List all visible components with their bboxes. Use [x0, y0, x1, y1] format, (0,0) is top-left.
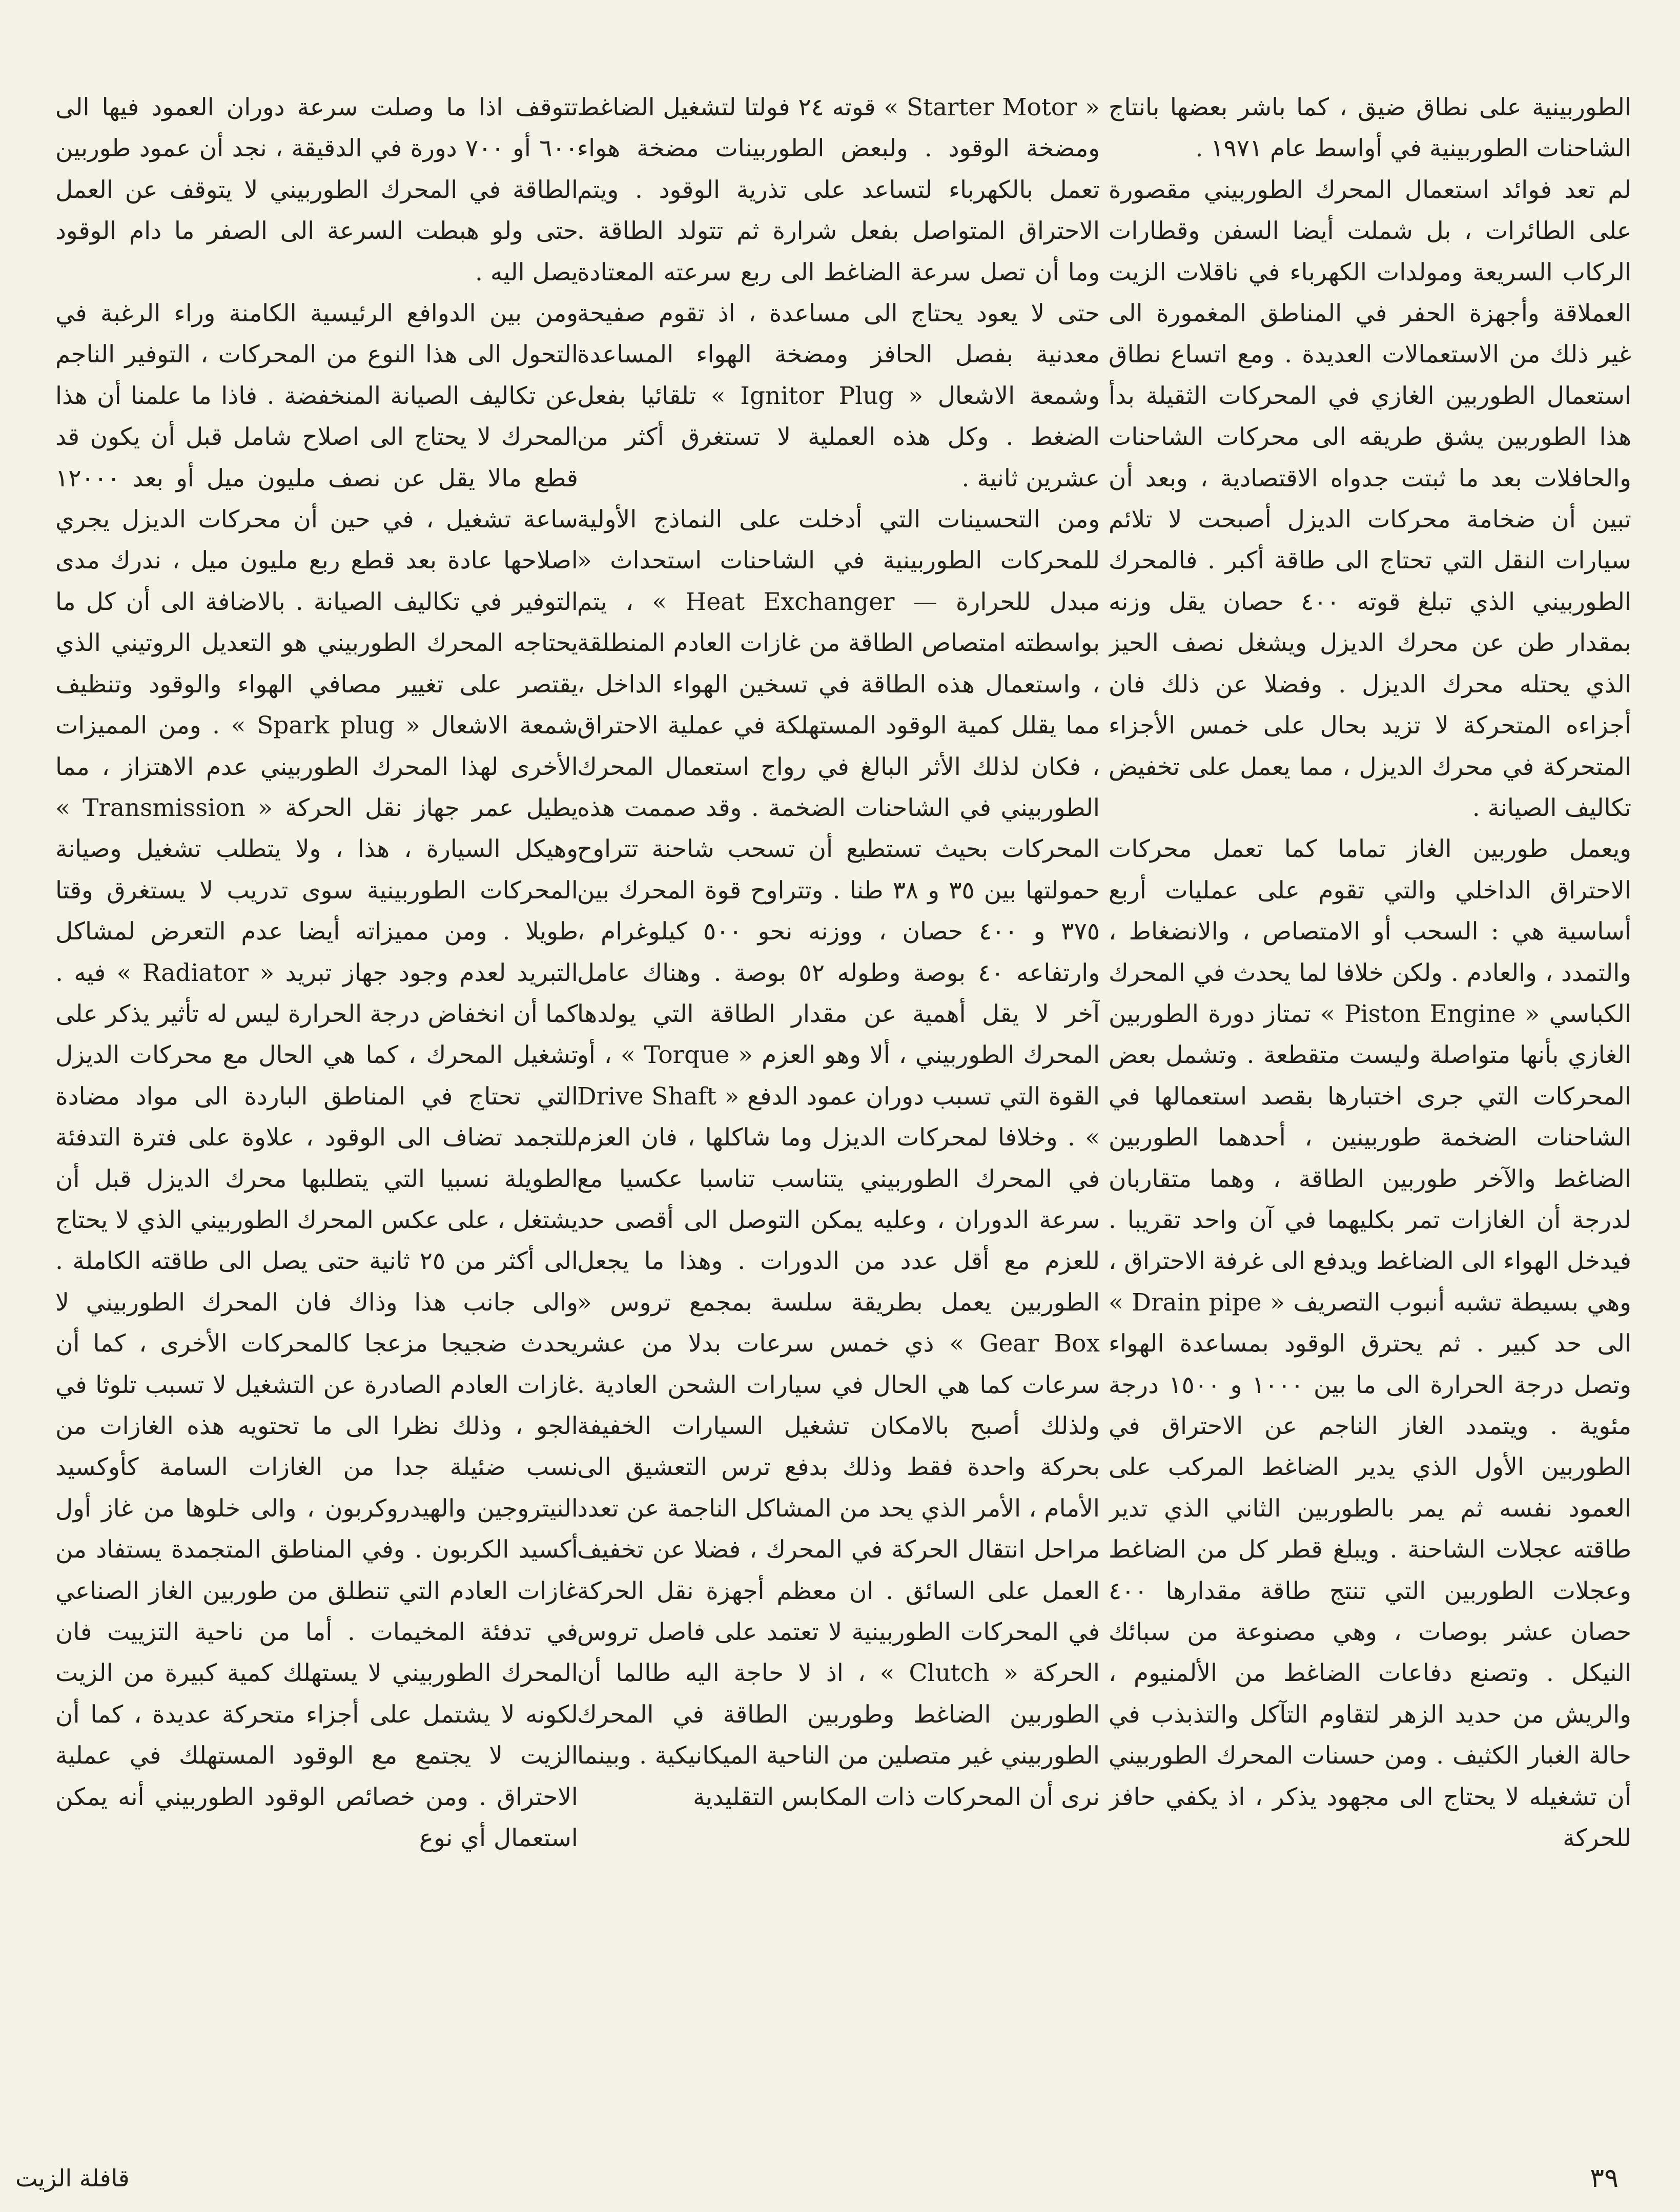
paragraph: ومن بين الدوافع الرئيسية الكامنة وراء الرغبة في التحول الى هذا النوع من المحركات ، التوفير الناجم عن تكاليف الصيانة المنخفضة . فاذا ما علمنا أن هذا المحرك لا يحتاج الى اصلاح شامل قبل أن يكون قد قطع مالا يقل عن نصف مليون ميل أو بعد ١٢٠٠٠ ساعة تشغيل ، في حين أن محركات الديزل يجري اصلاحها عادة بعد قطع ربع مليون ميل ، ندرك مدى التوفير في تكاليف الصيانة . بالاضافة الى أن كل ما يحتاجه المحرك الطوربيني هو التعديل الروتيني الذي يقتصر على تغيير مصافي الهواء والوقود وتنظيف شمعة الاشعال « Spark plug » . ومن المميزات الأخرى لهذا المحرك الطوربيني عدم الاهتزاز ، مما يطيل عمر جهاز نقل الحركة « Transmission » وهيكل السيارة ، هذا ، ولا يتطلب تشغيل وصيانة المحركات الطوربينية سوى تدريب لا يستغرق وقتا طويلا . ومن مميزاته أيضا عدم التعرض لمشاكل التبريد لعدم وجود جهاز تبريد « Radiator » فيه . كما أن انخفاض درجة الحرارة ليس له تأثير يذكر على تشغيل المحرك ، كما هي الحال مع محركات الديزل التي تحتاج في المناطق الباردة الى مواد مضادة للتجمد تضاف الى الوقود ، علاوة على فترة التدفئة الطويلة نسبيا التي يتطلبها محرك الديزل قبل أن يشتغل ، على عكس المحرك الطوربيني الذي لا يحتاج الى أكثر من ٢٥ ثانية حتى يصل الى طاقته الكاملة . والى جانب هذا وذاك فان المحرك الطوربيني لا يحدث ضجيجا مزعجا كالمحركات الأخرى ، كما أن غازات العادم الصادرة عن التشغيل لا تسبب تلوثا في الجو ، وذلك نظرا الى ما تحتويه هذه الغازات من نسب ضئيلة جدا من الغازات السامة كأوكسيد النيتروجين والهيدروكربون ، والى خلوها من غاز أول أكسيد الكربون . وفي المناطق المتجمدة يستفاد من غازات العادم التي تنطلق من طوربين الغاز الصناعي في تدفئة المخيمات . أما من ناحية التزييت فان المحرك الطوربيني لا يستهلك كمية كبيرة من الزيت لكونه لا يشتمل على أجزاء متحركة عديدة ، كما أن الزيت لا يجتمع مع الوقود المستهلك في عملية الاحتراق . ومن خصائص الوقود الطوربيني أنه يمكن استعمال أي نوع — [55, 299, 578, 1853]
running-title: قافلة الزيت — [15, 2164, 130, 2192]
page-number: ٣٩ — [1590, 2163, 1618, 2194]
column-middle — [577, 87, 1100, 2137]
paragraph: ويعمل طوربين الغاز تماما كما تعمل محركات الاحتراق الداخلي والتي تقوم على عمليات أربع أساسية هي : السحب أو الامتصاص ، والانضغاط ، والتمدد ، والعادم . ولكن خلافا لما يحدث في المحرك الكباسي « Piston Engine » تمتاز دورة الطوربين الغازي بأنها متواصلة وليست متقطعة . وتشمل بعض المحركات التي جرى اختبارها بقصد استعمالها في الشاحنات الضخمة طوربينين ، أحدهما الطوربين الضاغط والآخر طوربين الطاقة ، وهما متقاربان لدرجة أن الغازات تمر بكليهما في آن واحد تقريبا . فيدخل الهواء الى الضاغط ويدفع الى غرفة الاحتراق ، وهي بسيطة تشبه أنبوب التصريف « Drain pipe » الى حد كبير . ثم يحترق الوقود بمساعدة الهواء وتصل درجة الحرارة الى ما بين ١٠٠٠ و ١٥٠٠ درجة مئوية . ويتمدد الغاز الناجم عن الاحتراق في الطوربين الأول الذي يدير الضاغط المركب على العمود نفسه ثم يمر بالطوربين الثاني الذي تدير طاقته عجلات الشاحنة . ويبلغ قطر كل من الضاغط وعجلات الطوربين التي تنتج طاقة مقدارها ٤٠٠ حصان عشر بوصات ، وهي مصنوعة من سبائك النيكل . وتصنع دفاعات الضاغط من الألمنيوم ، والريش من حديد الزهر لتقاوم التآكل والتذبذب في حالة الغبار الكثيف . ومن حسنات المحرك الطوربيني أن تشغيله لا يحتاج الى مجهود يذكر ، اذ يكفي حافز للحركة — [1109, 835, 1631, 1853]
paragraph: « Starter Motor » قوته ٢٤ فولتا لتشغيل الضاغط ومضخة الوقود . ولبعض الطوربينات مضخة هواء تعمل بالكهرباء لتساعد على تذرية الوقود . ويتم الاحتراق المتواصل بفعل شرارة ثم تتولد الطاقة . وما أن تصل سرعة الضاغط الى ربع سرعته المعتادة حتى لا يعود يحتاج الى مساعدة ، اذ تقوم صفيحة معدنية بفصل الحافز ومضخة الهواء المساعدة وشمعة الاشعال « Ignitor Plug » تلقائيا بفعل الضغط . وكل هذه العملية لا تستغرق أكثر من عشرين ثانية . — [577, 93, 1100, 493]
paragraph: الطوربينية على نطاق ضيق ، كما باشر بعضها بانتاج الشاحنات الطوربينية في أواسط عام ١٩٧١ . — [1109, 93, 1631, 163]
column-right — [1109, 87, 1631, 2137]
column-left — [55, 87, 578, 2137]
paragraph: لم تعد فوائد استعمال المحرك الطوربيني مقصورة على الطائرات ، بل شملت أيضا السفن وقطارات الركاب السريعة ومولدات الكهرباء في ناقلات الزيت العملاقة وأجهزة الحفر في المناطق المغمورة الى غير ذلك من الاستعمالات العديدة . ومع اتساع نطاق استعمال الطوربين الغازي في المحركات الثقيلة بدأ هذا الطوربين يشق طريقه الى محركات الشاحنات والحافلات بعد ما ثبتت جدواه الاقتصادية ، وبعد أن تبين أن ضخامة محركات الديزل أصبحت لا تلائم سيارات النقل التي تحتاج الى طاقة أكبر . فالمحرك الطوربيني الذي تبلغ قوته ٤٠٠ حصان يقل وزنه بمقدار طن عن محرك الديزل ويشغل نصف الحيز الذي يحتله محرك الديزل . وفضلا عن ذلك فان أجزاءه المتحركة لا تزيد بحال على خمس الأجزاء المتحركة في محرك الديزل ، مما يعمل على تخفيض تكاليف الصيانة . — [1109, 175, 1631, 822]
paragraph: تتوقف اذا ما وصلت سرعة دوران العمود فيها الى ٦٠٠ أو ٧٠٠ دورة في الدقيقة ، نجد أن عمود طوربين الطاقة في المحرك الطوربيني لا يتوقف عن العمل حتى ولو هبطت السرعة الى الصفر ما دام الوقود يصل اليه . — [55, 93, 578, 286]
paragraph: ومن التحسينات التي أدخلت على النماذج الأولية للمحركات الطوربينية في الشاحنات استحداث « مبدل للحرارة — Heat Exchanger » ، يتم بواسطته امتصاص الطاقة من غازات العادم المنطلقة ، واستعمال هذه الطاقة في تسخين الهواء الداخل ، مما يقلل كمية الوقود المستهلكة في عملية الاحتراق ، فكان لذلك الأثر البالغ في رواج استعمال المحرك الطوربيني في الشاحنات الضخمة . وقد صممت هذه المحركات بحيث تستطيع أن تسحب شاحنة تتراوح حمولتها بين ٣٥ و ٣٨ طنا . وتتراوح قوة المحرك بين ٣٧٥ و ٤٠٠ حصان ، ووزنه نحو ٥٠٠ كيلوغرام ، وارتفاعه ٤٠ بوصة وطوله ٥٢ بوصة . وهناك عامل آخر لا يقل أهمية عن مقدار الطاقة التي يولدها المحرك الطوربيني ، ألا وهو العزم « Torque » ، أو القوة التي تسبب دوران عمود الدفع « Drive Shaft » . وخلافا لمحركات الديزل وما شاكلها ، فان العزم في المحرك الطوربيني يتناسب تناسبا عكسيا مع سرعة الدوران ، وعليه يمكن التوصل الى أقصى حد للعزم مع أقل عدد من الدورات . وهذا ما يجعل الطوربين يعمل بطريقة سلسة بمجمع تروس « Gear Box » ذي خمس سرعات بدلا من عشر سرعات كما هي الحال في سيارات الشحن العادية . ولذلك أصبح بالامكان تشغيل السيارات الخفيفة بحركة واحدة فقط وذلك بدفع ترس التعشيق الى الأمام ، الأمر الذي يحد من المشاكل الناجمة عن تعدد مراحل انتقال الحركة في المحرك ، فضلا عن تخفيف العمل على السائق . ان معظم أجهزة نقل الحركة في المحركات الطوربينية لا تعتمد على فاصل تروس الحركة « Clutch » ، اذ لا حاجة اليه طالما أن الطوربين الضاغط وطوربين الطاقة في المحرك الطوربيني غير متصلين من الناحية الميكانيكية . وبينما نرى أن المحركات ذات المكابس التقليدية — [577, 505, 1100, 1811]
